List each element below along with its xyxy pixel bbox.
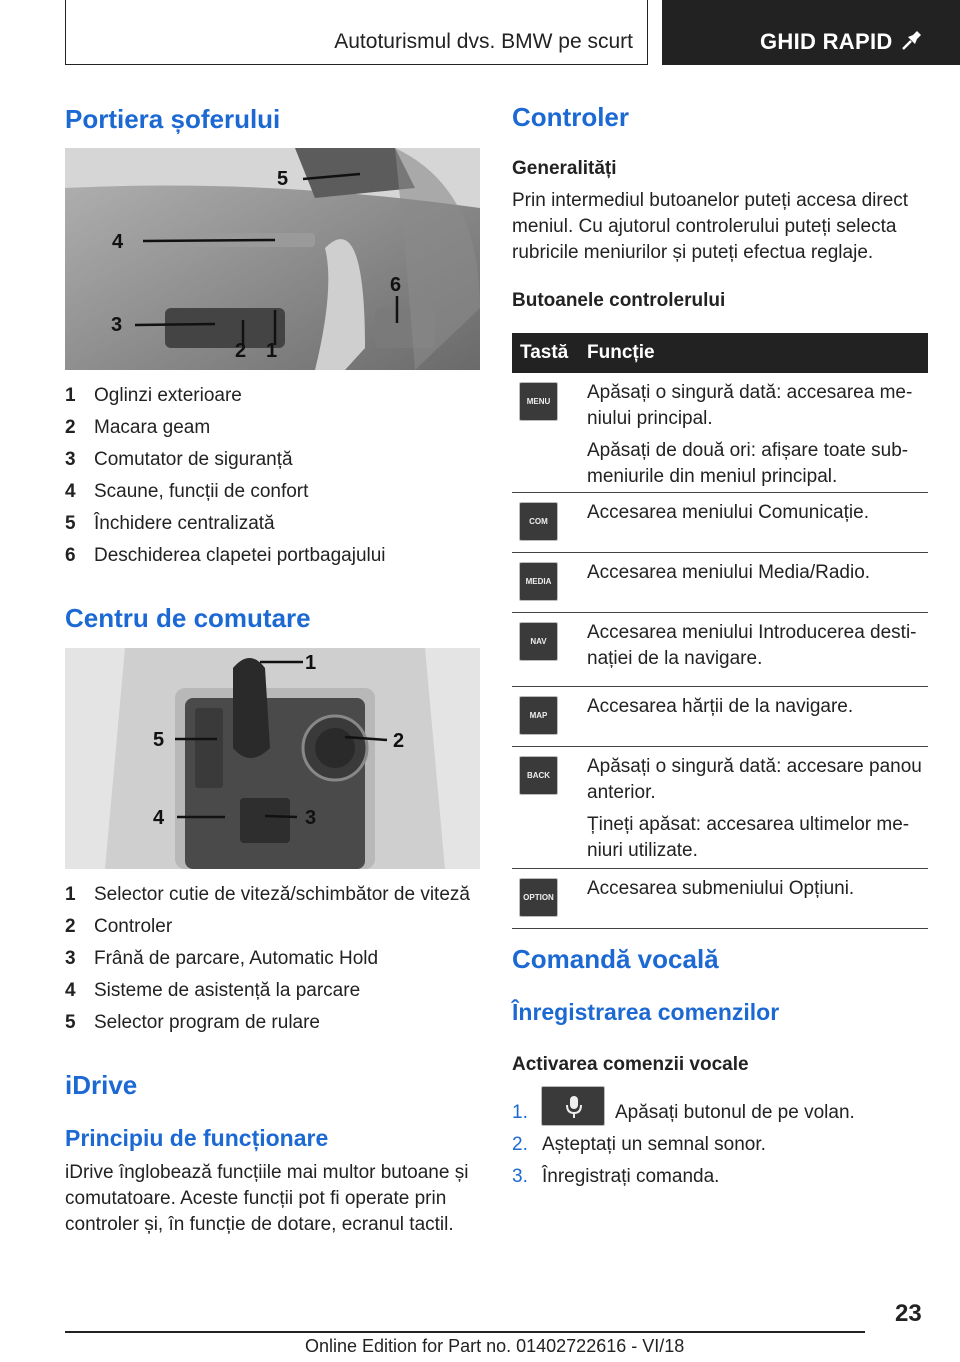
option-key-icon: OPTION	[519, 878, 558, 917]
list-item: 2 Controler	[65, 916, 173, 937]
com-key-icon: COM	[519, 502, 558, 541]
driver-door-photo	[65, 148, 480, 370]
back-key-icon: BACK	[519, 756, 558, 795]
voice-steps	[512, 1100, 855, 1196]
map-key-icon: MAP	[519, 696, 558, 735]
table-row: NAV Accesarea meniului Introducerea desti- nației de la navigare.	[512, 613, 928, 687]
section-tab	[662, 0, 960, 65]
media-key-icon: MEDIA	[519, 562, 558, 601]
door-callout: 2	[235, 340, 247, 362]
buttons-title: Butoanele controlerului	[512, 290, 726, 311]
idrive-paragraph: iDrive înglobează funcțiile mai multor butoane și comutatoare. Aceste funcții pot fi operate prin controler și, în funcție de dotare, ecranul tactil.	[65, 1162, 469, 1235]
door-legend	[65, 383, 386, 575]
pin-icon	[900, 28, 924, 52]
list-item: 2 Macara geam	[65, 417, 211, 438]
center-console-photo	[65, 648, 480, 869]
center-callout: 1	[305, 652, 317, 674]
controler-paragraph: Prin intermediul butoanelor puteți accesa direct meniul. Cu ajutorul controlerului puteți selecta rubricile meniurilor și puteți efectua reglaje.	[512, 190, 909, 263]
list-item: 1 Selector cutie de viteză/schimbător de viteză	[65, 884, 470, 905]
table-row: MAP Accesarea hărții de la navigare.	[512, 687, 928, 747]
center-callout: 5	[153, 729, 165, 751]
center-callout: 3	[305, 807, 317, 829]
door-callout: 6	[390, 274, 402, 296]
idrive-heading: iDrive	[65, 1070, 138, 1100]
table-header: Tastă Funcție	[512, 333, 928, 373]
table-row: MENU Apăsați o singură dată: accesarea me- niului principal. Apăsați de două ori: afișare toate sub- meniurile din meniul principal.	[512, 373, 928, 493]
list-item: 2. Așteptați un semnal sonor.	[512, 1134, 766, 1155]
controler-subheading: Generalități	[512, 158, 617, 179]
table-row: COM Accesarea meniului Comunicație.	[512, 493, 928, 553]
list-item: 3. Înregistrați comanda.	[512, 1166, 720, 1187]
section-label: GHID RAPID	[760, 29, 893, 54]
menu-key-icon: MENU	[519, 382, 558, 421]
idrive-subheading: Principiu de funcționare	[65, 1125, 329, 1151]
door-callout: 4	[112, 231, 124, 253]
center-callout: 4	[153, 807, 165, 829]
voice-activate-title: Activarea comenzii vocale	[512, 1054, 749, 1075]
list-item: 5 Selector program de rulare	[65, 1012, 320, 1033]
list-item: 3 Comutator de siguranță	[65, 449, 293, 470]
list-item: 3 Frână de parcare, Automatic Hold	[65, 948, 379, 969]
list-item: 1. Apăsați butonul de pe volan.	[512, 1102, 855, 1123]
table-row: OPTION Accesarea submeniului Opțiuni.	[512, 869, 928, 929]
header-title-box	[65, 0, 648, 65]
door-callout: 1	[266, 340, 278, 362]
voice-heading: Comandă vocală	[512, 944, 719, 974]
edition-text: Online Edition for Part no. 01402722616 - VI/18	[305, 1336, 685, 1356]
table-row: BACK Apăsați o singură dată: accesare panou anterior. Țineți apăsat: accesarea ultimelor me- niuri utilizate.	[512, 747, 928, 869]
controler-heading: Controler	[512, 102, 629, 132]
page-number: 23	[895, 1300, 922, 1327]
door-callout: 3	[111, 314, 123, 336]
header-title: Autoturismul dvs. BMW pe scurt	[334, 30, 633, 53]
list-item: 6 Deschiderea clapetei portbagajului	[65, 545, 386, 566]
center-callout: 2	[393, 730, 405, 752]
list-item: 4 Sisteme de asistență la parcare	[65, 980, 361, 1001]
table-row: MEDIA Accesarea meniului Media/Radio.	[512, 553, 928, 613]
center-heading: Centru de comutare	[65, 603, 311, 633]
voice-subheading: Înregistrarea comenzilor	[512, 999, 780, 1025]
nav-key-icon: NAV	[519, 622, 558, 661]
controller-buttons-table	[512, 333, 928, 929]
list-item: 5 Închidere centralizată	[65, 513, 275, 534]
list-item: 1 Oglinzi exterioare	[65, 385, 242, 406]
footer-divider	[65, 1331, 865, 1333]
center-legend	[65, 882, 470, 1042]
list-item: 4 Scaune, funcții de confort	[65, 481, 309, 502]
door-callout: 5	[277, 168, 289, 190]
door-heading: Portiera șoferului	[65, 104, 281, 134]
